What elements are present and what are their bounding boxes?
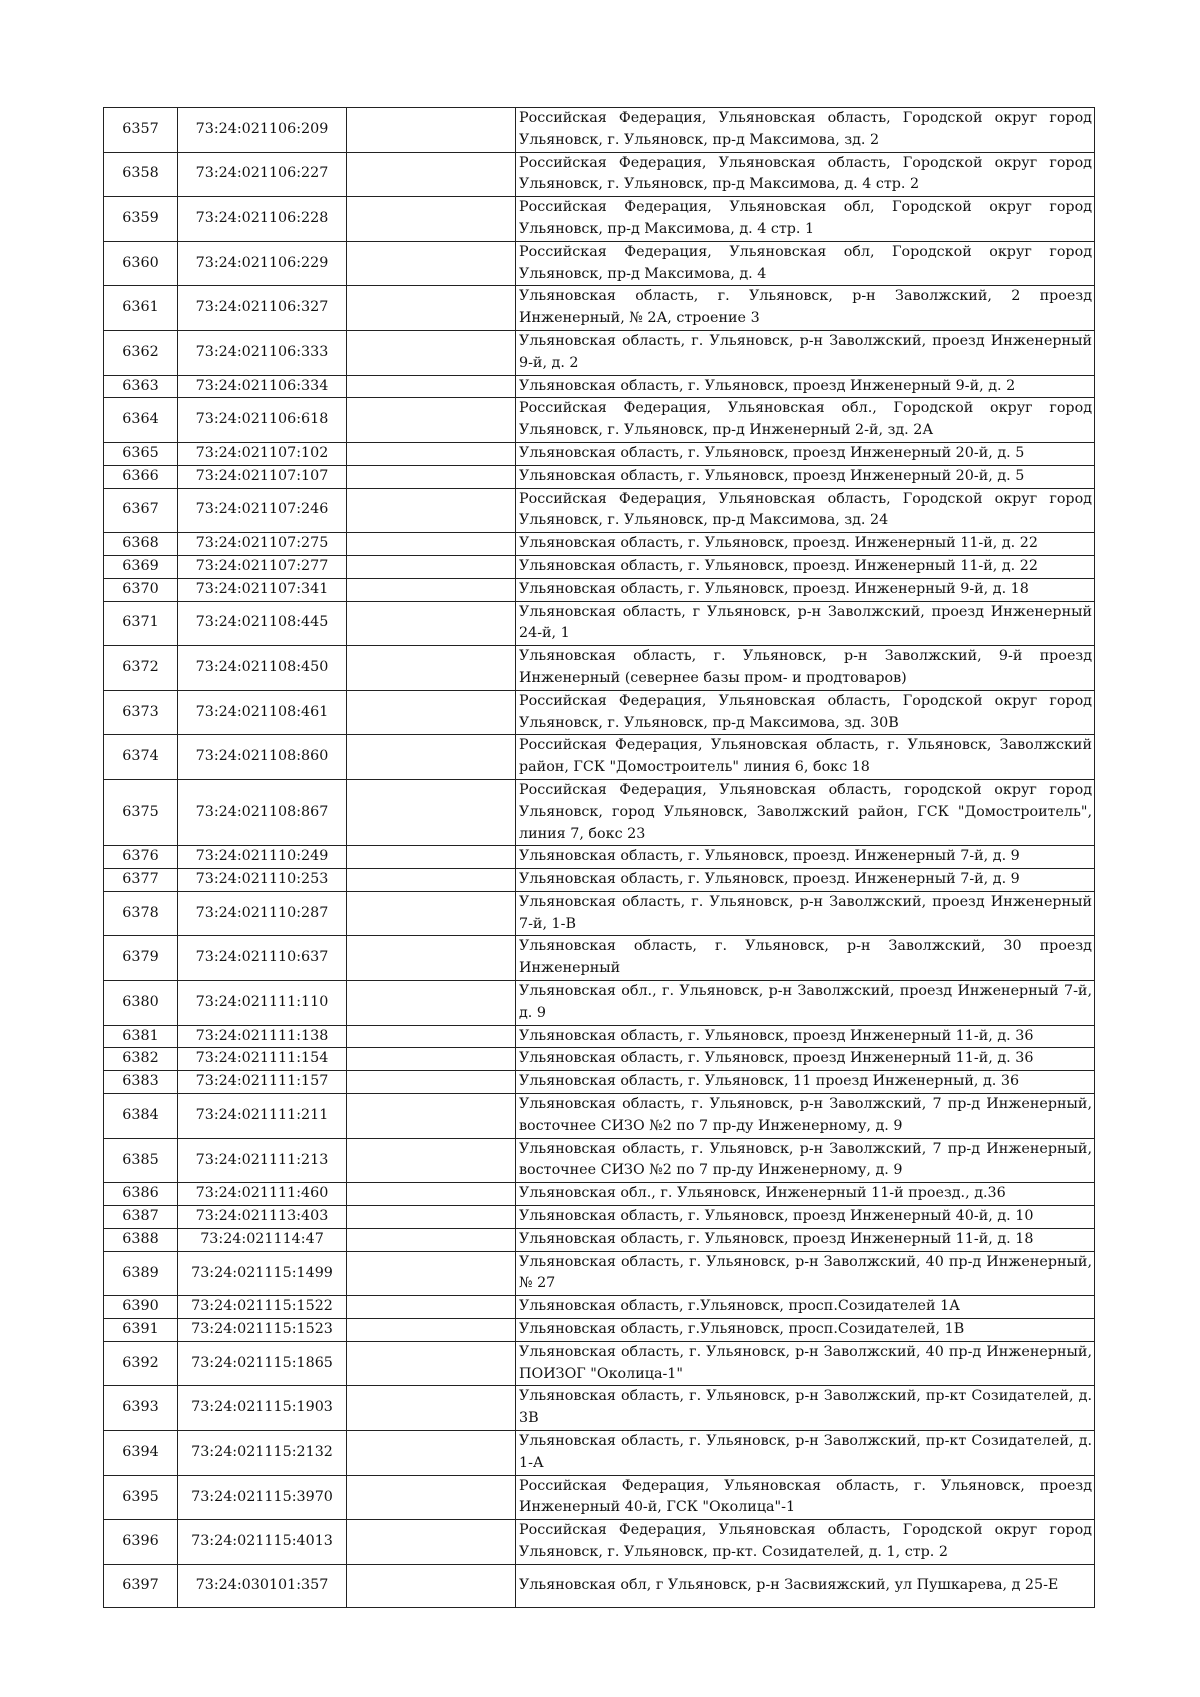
address-cell: Ульяновская область, г. Ульяновск, проезд Инженерный 20-й, д. 5 bbox=[516, 442, 1095, 465]
empty-cell bbox=[347, 1296, 516, 1319]
address-cell: Ульяновская область, г. Ульяновск, проезд Инженерный 9-й, д. 2 bbox=[516, 375, 1095, 398]
empty-cell bbox=[347, 846, 516, 869]
table-row bbox=[104, 108, 1095, 153]
address-cell: Российская Федерация, Ульяновская обл, Городской округ город Ульяновск, пр-д Максимова, д. 4 bbox=[516, 241, 1095, 286]
row-number: 6384 bbox=[104, 1094, 178, 1139]
cadastral-number: 73:24:021108:450 bbox=[178, 646, 347, 691]
row-number: 6379 bbox=[104, 936, 178, 981]
empty-cell bbox=[347, 1228, 516, 1251]
table-row bbox=[104, 1025, 1095, 1048]
row-number: 6390 bbox=[104, 1296, 178, 1319]
cadastral-number: 73:24:021115:3970 bbox=[178, 1475, 347, 1520]
address-cell: Ульяновская область, г. Ульяновск, р-н Заволжский, 7 пр-д Инженерный, восточнее СИЗО №2 по 7 пр-ду Инженерному, д. 9 bbox=[516, 1094, 1095, 1139]
row-number: 6374 bbox=[104, 735, 178, 780]
address-cell: Российская Федерация, Ульяновская область, Городской округ город Ульяновск, г. Ульяновск, пр-кт. Созидателей, д. 1, стр. 2 bbox=[516, 1520, 1095, 1565]
table-row bbox=[104, 442, 1095, 465]
row-number: 6397 bbox=[104, 1564, 178, 1607]
cadastral-number: 73:24:021110:253 bbox=[178, 869, 347, 892]
row-number: 6364 bbox=[104, 398, 178, 443]
table-row bbox=[104, 1431, 1095, 1476]
address-cell: Ульяновская область, г. Ульяновск, р-н Заволжский, 30 проезд Инженерный bbox=[516, 936, 1095, 981]
row-number: 6370 bbox=[104, 578, 178, 601]
empty-cell bbox=[347, 1475, 516, 1520]
table-row bbox=[104, 1475, 1095, 1520]
address-cell: Российская Федерация, Ульяновская область, г. Ульяновск, Заволжский район, ГСК "Домостроитель" линия 6, бокс 18 bbox=[516, 735, 1095, 780]
table-row bbox=[104, 241, 1095, 286]
empty-cell bbox=[347, 936, 516, 981]
row-number: 6388 bbox=[104, 1228, 178, 1251]
address-cell: Ульяновская область, г. Ульяновск, проезд Инженерный 20-й, д. 5 bbox=[516, 465, 1095, 488]
address-cell: Ульяновская область, г Ульяновск, р-н Заволжский, проезд Инженерный 24-й, 1 bbox=[516, 601, 1095, 646]
empty-cell bbox=[347, 891, 516, 936]
row-number: 6365 bbox=[104, 442, 178, 465]
cadastral-number: 73:24:021111:460 bbox=[178, 1183, 347, 1206]
table-row bbox=[104, 735, 1095, 780]
address-cell: Ульяновская область, г. Ульяновск, р-н Заволжский, проезд Инженерный 9-й, д. 2 bbox=[516, 330, 1095, 375]
table-row bbox=[104, 286, 1095, 331]
empty-cell bbox=[347, 108, 516, 153]
table-row bbox=[104, 1138, 1095, 1183]
row-number: 6362 bbox=[104, 330, 178, 375]
empty-cell bbox=[347, 869, 516, 892]
cadastral-number: 73:24:021108:445 bbox=[178, 601, 347, 646]
empty-cell bbox=[347, 152, 516, 197]
row-number: 6358 bbox=[104, 152, 178, 197]
address-cell: Ульяновская область, г. Ульяновск, проезд. Инженерный 9-й, д. 18 bbox=[516, 578, 1095, 601]
row-number: 6376 bbox=[104, 846, 178, 869]
address-cell: Российская Федерация, Ульяновская область, Городской округ город Ульяновск, г. Ульяновск, пр-д Максимова, зд. 24 bbox=[516, 488, 1095, 533]
row-number: 6368 bbox=[104, 533, 178, 556]
cadastral-number: 73:24:021106:334 bbox=[178, 375, 347, 398]
empty-cell bbox=[347, 1206, 516, 1229]
row-number: 6378 bbox=[104, 891, 178, 936]
cadastral-number: 73:24:021107:107 bbox=[178, 465, 347, 488]
address-cell: Российская Федерация, Ульяновская область, Городской округ город Ульяновск, г. Ульяновск, пр-д Максимова, зд. 30В bbox=[516, 690, 1095, 735]
empty-cell bbox=[347, 442, 516, 465]
empty-cell bbox=[347, 981, 516, 1026]
address-cell: Ульяновская область, г. Ульяновск, р-н Заволжский, 40 пр-д Инженерный, № 27 bbox=[516, 1251, 1095, 1296]
cadastral-number: 73:24:021106:209 bbox=[178, 108, 347, 153]
empty-cell bbox=[347, 197, 516, 242]
row-number: 6369 bbox=[104, 555, 178, 578]
cadastral-number: 73:24:021111:110 bbox=[178, 981, 347, 1026]
empty-cell bbox=[347, 375, 516, 398]
row-number: 6363 bbox=[104, 375, 178, 398]
table-row bbox=[104, 1341, 1095, 1386]
empty-cell bbox=[347, 555, 516, 578]
cadastral-number: 73:24:021115:4013 bbox=[178, 1520, 347, 1565]
table-row bbox=[104, 152, 1095, 197]
row-number: 6375 bbox=[104, 779, 178, 845]
row-number: 6382 bbox=[104, 1048, 178, 1071]
table-row bbox=[104, 1071, 1095, 1094]
empty-cell bbox=[347, 1341, 516, 1386]
empty-cell bbox=[347, 1183, 516, 1206]
empty-cell bbox=[347, 690, 516, 735]
table-row bbox=[104, 1386, 1095, 1431]
cadastral-number: 73:24:021115:1903 bbox=[178, 1386, 347, 1431]
address-cell: Ульяновская область, г. Ульяновск, проезд Инженерный 40-й, д. 10 bbox=[516, 1206, 1095, 1229]
cadastral-number: 73:24:021111:154 bbox=[178, 1048, 347, 1071]
table-row bbox=[104, 375, 1095, 398]
empty-cell bbox=[347, 779, 516, 845]
address-cell: Российская Федерация, Ульяновская область, Городской округ город Ульяновск, г. Ульяновск, пр-д Максимова, д. 4 стр. 2 bbox=[516, 152, 1095, 197]
empty-cell bbox=[347, 601, 516, 646]
row-number: 6371 bbox=[104, 601, 178, 646]
address-cell: Ульяновская область, г. Ульяновск, 11 проезд Инженерный, д. 36 bbox=[516, 1071, 1095, 1094]
cadastral-number: 73:24:021113:403 bbox=[178, 1206, 347, 1229]
address-cell: Ульяновская область, г. Ульяновск, проезд. Инженерный 7-й, д. 9 bbox=[516, 869, 1095, 892]
address-cell: Ульяновская область, г.Ульяновск, просп.Созидателей, 1В bbox=[516, 1319, 1095, 1342]
cadastral-number: 73:24:030101:357 bbox=[178, 1564, 347, 1607]
row-number: 6380 bbox=[104, 981, 178, 1026]
table-row bbox=[104, 1251, 1095, 1296]
table-row bbox=[104, 197, 1095, 242]
address-cell: Российская Федерация, Ульяновская обл, Городской округ город Ульяновск, пр-д Максимова, д. 4 стр. 1 bbox=[516, 197, 1095, 242]
address-cell: Ульяновская область, г. Ульяновск, р-н Заволжский, пр-кт Созидателей, д. 3В bbox=[516, 1386, 1095, 1431]
address-cell: Российская Федерация, Ульяновская область, г. Ульяновск, проезд Инженерный 40-й, ГСК "Околица"-1 bbox=[516, 1475, 1095, 1520]
address-cell: Ульяновская область, г. Ульяновск, р-н Заволжский, проезд Инженерный 7-й, 1-В bbox=[516, 891, 1095, 936]
table-row bbox=[104, 555, 1095, 578]
cadastral-number: 73:24:021111:211 bbox=[178, 1094, 347, 1139]
cadastral-number: 73:24:021107:275 bbox=[178, 533, 347, 556]
table-row bbox=[104, 690, 1095, 735]
table-row bbox=[104, 1048, 1095, 1071]
row-number: 6395 bbox=[104, 1475, 178, 1520]
address-cell: Ульяновская область, г.Ульяновск, просп.Созидателей 1А bbox=[516, 1296, 1095, 1319]
table-row bbox=[104, 1206, 1095, 1229]
row-number: 6381 bbox=[104, 1025, 178, 1048]
table-row bbox=[104, 1228, 1095, 1251]
table-row bbox=[104, 398, 1095, 443]
cadastral-number: 73:24:021111:138 bbox=[178, 1025, 347, 1048]
empty-cell bbox=[347, 735, 516, 780]
row-number: 6360 bbox=[104, 241, 178, 286]
row-number: 6386 bbox=[104, 1183, 178, 1206]
row-number: 6359 bbox=[104, 197, 178, 242]
cadastral-number: 73:24:021106:333 bbox=[178, 330, 347, 375]
row-number: 6383 bbox=[104, 1071, 178, 1094]
empty-cell bbox=[347, 488, 516, 533]
address-cell: Ульяновская область, г. Ульяновск, проезд Инженерный 11-й, д. 18 bbox=[516, 1228, 1095, 1251]
cadastral-number: 73:24:021115:1499 bbox=[178, 1251, 347, 1296]
table-row bbox=[104, 936, 1095, 981]
cadastral-number: 73:24:021110:287 bbox=[178, 891, 347, 936]
cadastral-number: 73:24:021108:860 bbox=[178, 735, 347, 780]
empty-cell bbox=[347, 1071, 516, 1094]
row-number: 6389 bbox=[104, 1251, 178, 1296]
empty-cell bbox=[347, 241, 516, 286]
table-row bbox=[104, 578, 1095, 601]
document-page bbox=[103, 107, 1094, 1608]
empty-cell bbox=[347, 286, 516, 331]
empty-cell bbox=[347, 398, 516, 443]
address-cell: Ульяновская область, г. Ульяновск, проезд. Инженерный 11-й, д. 22 bbox=[516, 533, 1095, 556]
address-cell: Ульяновская область, г. Ульяновск, р-н Заволжский, 2 проезд Инженерный, № 2А, строение 3 bbox=[516, 286, 1095, 331]
address-cell: Ульяновская область, г. Ульяновск, р-н Заволжский, 7 пр-д Инженерный, восточнее СИЗО №2 по 7 пр-ду Инженерному, д. 9 bbox=[516, 1138, 1095, 1183]
row-number: 6357 bbox=[104, 108, 178, 153]
address-cell: Российская Федерация, Ульяновская область, Городской округ город Ульяновск, г. Ульяновск, пр-д Максимова, зд. 2 bbox=[516, 108, 1095, 153]
table-row bbox=[104, 646, 1095, 691]
table-row bbox=[104, 779, 1095, 845]
cadastral-number: 73:24:021107:341 bbox=[178, 578, 347, 601]
empty-cell bbox=[347, 1431, 516, 1476]
table-row bbox=[104, 465, 1095, 488]
cadastral-number: 73:24:021115:1523 bbox=[178, 1319, 347, 1342]
empty-cell bbox=[347, 1025, 516, 1048]
row-number: 6393 bbox=[104, 1386, 178, 1431]
cadastral-number: 73:24:021110:637 bbox=[178, 936, 347, 981]
empty-cell bbox=[347, 1520, 516, 1565]
row-number: 6394 bbox=[104, 1431, 178, 1476]
empty-cell bbox=[347, 533, 516, 556]
cadastral-number: 73:24:021115:1865 bbox=[178, 1341, 347, 1386]
cadastral-number: 73:24:021115:2132 bbox=[178, 1431, 347, 1476]
empty-cell bbox=[347, 1319, 516, 1342]
cadastral-number: 73:24:021107:246 bbox=[178, 488, 347, 533]
row-number: 6367 bbox=[104, 488, 178, 533]
cadastral-number: 73:24:021106:618 bbox=[178, 398, 347, 443]
address-cell: Ульяновская область, г. Ульяновск, р-н Заволжский, 40 пр-д Инженерный, ПОИЗОГ "Околица-1" bbox=[516, 1341, 1095, 1386]
address-cell: Ульяновская область, г. Ульяновск, проезд Инженерный 11-й, д. 36 bbox=[516, 1048, 1095, 1071]
cadastral-number: 73:24:021106:227 bbox=[178, 152, 347, 197]
cadastral-number: 73:24:021115:1522 bbox=[178, 1296, 347, 1319]
address-cell: Ульяновская обл, г Ульяновск, р-н Засвияжский, ул Пушкарева, д 25-Е bbox=[516, 1564, 1095, 1607]
table-row bbox=[104, 846, 1095, 869]
table-row bbox=[104, 891, 1095, 936]
cadastral-number: 73:24:021107:277 bbox=[178, 555, 347, 578]
table-row bbox=[104, 601, 1095, 646]
empty-cell bbox=[347, 578, 516, 601]
address-cell: Ульяновская область, г. Ульяновск, проезд. Инженерный 7-й, д. 9 bbox=[516, 846, 1095, 869]
empty-cell bbox=[347, 1048, 516, 1071]
cadastral-number: 73:24:021114:47 bbox=[178, 1228, 347, 1251]
table-row bbox=[104, 1564, 1095, 1607]
cadastral-number: 73:24:021106:229 bbox=[178, 241, 347, 286]
table-row bbox=[104, 1183, 1095, 1206]
cadastral-number: 73:24:021110:249 bbox=[178, 846, 347, 869]
row-number: 6396 bbox=[104, 1520, 178, 1565]
table-row bbox=[104, 981, 1095, 1026]
empty-cell bbox=[347, 465, 516, 488]
address-cell: Ульяновская обл., г. Ульяновск, р-н Заволжский, проезд Инженерный 7-й, д. 9 bbox=[516, 981, 1095, 1026]
row-number: 6377 bbox=[104, 869, 178, 892]
empty-cell bbox=[347, 1138, 516, 1183]
address-cell: Ульяновская область, г. Ульяновск, р-н Заволжский, 9-й проезд Инженерный (севернее базы пром- и продтоваров) bbox=[516, 646, 1095, 691]
cadastral-number: 73:24:021107:102 bbox=[178, 442, 347, 465]
row-number: 6366 bbox=[104, 465, 178, 488]
address-cell: Ульяновская обл., г. Ульяновск, Инженерный 11-й проезд., д.36 bbox=[516, 1183, 1095, 1206]
row-number: 6373 bbox=[104, 690, 178, 735]
cadastral-number: 73:24:021108:867 bbox=[178, 779, 347, 845]
row-number: 6387 bbox=[104, 1206, 178, 1229]
cadastral-number: 73:24:021106:327 bbox=[178, 286, 347, 331]
empty-cell bbox=[347, 646, 516, 691]
address-cell: Ульяновская область, г. Ульяновск, проезд. Инженерный 11-й, д. 22 bbox=[516, 555, 1095, 578]
row-number: 6361 bbox=[104, 286, 178, 331]
empty-cell bbox=[347, 1251, 516, 1296]
row-number: 6391 bbox=[104, 1319, 178, 1342]
table-row bbox=[104, 330, 1095, 375]
table-body bbox=[104, 108, 1095, 1608]
property-table bbox=[103, 107, 1095, 1608]
empty-cell bbox=[347, 1564, 516, 1607]
table-row bbox=[104, 1319, 1095, 1342]
empty-cell bbox=[347, 330, 516, 375]
address-cell: Российская Федерация, Ульяновская обл., Городской округ город Ульяновск, г. Ульяновск, пр-д Инженерный 2-й, зд. 2А bbox=[516, 398, 1095, 443]
address-cell: Российская Федерация, Ульяновская область, городской округ город Ульяновск, город Ульяновск, Заволжский район, ГСК "Домостроитель", линия 7, бокс 23 bbox=[516, 779, 1095, 845]
address-cell: Ульяновская область, г. Ульяновск, проезд Инженерный 11-й, д. 36 bbox=[516, 1025, 1095, 1048]
table-row bbox=[104, 1520, 1095, 1565]
empty-cell bbox=[347, 1094, 516, 1139]
table-row bbox=[104, 869, 1095, 892]
row-number: 6392 bbox=[104, 1341, 178, 1386]
table-row bbox=[104, 488, 1095, 533]
cadastral-number: 73:24:021111:213 bbox=[178, 1138, 347, 1183]
cadastral-number: 73:24:021108:461 bbox=[178, 690, 347, 735]
cadastral-number: 73:24:021111:157 bbox=[178, 1071, 347, 1094]
row-number: 6385 bbox=[104, 1138, 178, 1183]
table-row bbox=[104, 1094, 1095, 1139]
cadastral-number: 73:24:021106:228 bbox=[178, 197, 347, 242]
table-row bbox=[104, 533, 1095, 556]
row-number: 6372 bbox=[104, 646, 178, 691]
empty-cell bbox=[347, 1386, 516, 1431]
table-row bbox=[104, 1296, 1095, 1319]
address-cell: Ульяновская область, г. Ульяновск, р-н Заволжский, пр-кт Созидателей, д. 1-А bbox=[516, 1431, 1095, 1476]
